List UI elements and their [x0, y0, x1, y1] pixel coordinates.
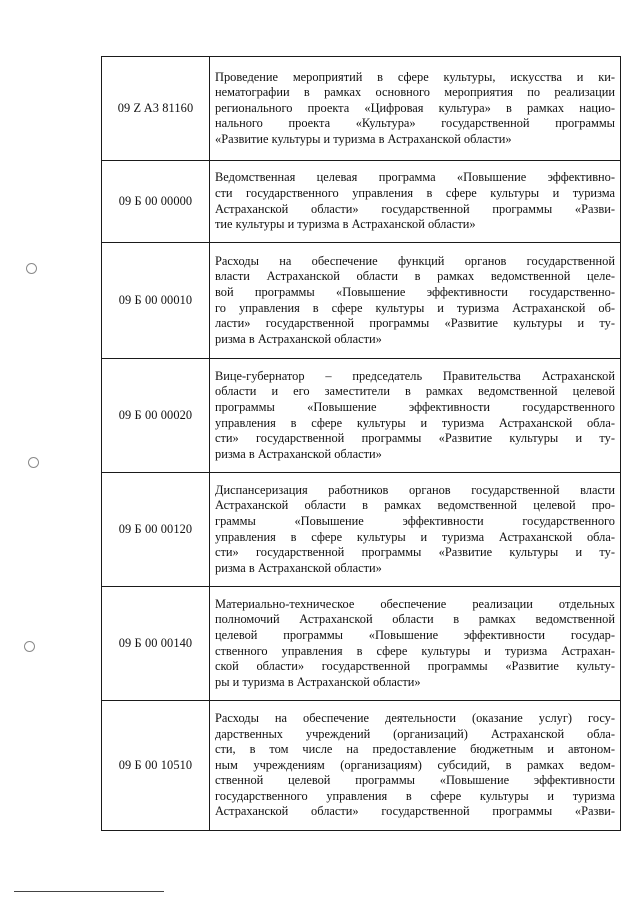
classification-code: 09 Б 00 00140: [102, 587, 210, 701]
description-line: Расходы на обеспечение функций органов государственной: [215, 253, 615, 268]
description-line: Ведомственная целевая программа «Повышение эффективно-: [215, 170, 615, 185]
description-line: ным учреждениям (организациям) субсидий, в рамках ведом-: [215, 757, 615, 772]
table-row: [102, 57, 621, 161]
table-row: [102, 587, 621, 701]
footnote-separator-line: [14, 891, 164, 892]
table-row: [102, 161, 621, 243]
classification-description: [210, 57, 621, 161]
description-line: полномочий Астраханской области в рамках ведомственной: [215, 612, 615, 627]
classification-code: 09 Z A3 81160: [102, 57, 210, 161]
description-line: тие культуры и туризма в Астраханской области»: [215, 217, 476, 232]
classification-description: [210, 473, 621, 587]
classification-code: 09 Б 00 00020: [102, 359, 210, 473]
description-line: целевой программы «Повышение эффективности государ-: [215, 627, 615, 642]
table-row: [102, 359, 621, 473]
classification-code: 09 Б 00 10510: [102, 701, 210, 831]
description-line: сти» государственной программы «Развитие культуры и ту-: [215, 545, 615, 560]
classification-description: [210, 701, 621, 831]
classification-description: [210, 243, 621, 359]
description-line: области и его заместители в рамках ведомственной целевой: [215, 384, 615, 399]
table-row: [102, 701, 621, 831]
description-line: ризма в Астраханской области»: [215, 560, 382, 575]
description-line: ласти» государственной программы «Развитие культуры и ту-: [215, 316, 615, 331]
classification-description: [210, 359, 621, 473]
description-line: управления в сфере культуры и туризма Астраханской обла-: [215, 529, 615, 544]
classification-code: 09 Б 00 00120: [102, 473, 210, 587]
description-line: Диспансеризация работников органов государственной власти: [215, 482, 615, 497]
description-line: ственной целевой программы «Повышение эффективности: [215, 773, 615, 788]
description-line: регионального проекта «Цифровая культура» в рамках нацио-: [215, 100, 615, 115]
table-row: [102, 243, 621, 359]
description-line: ризма в Астраханской области»: [215, 446, 382, 461]
description-line: ской области» государственной программы «Развитие культу-: [215, 659, 615, 674]
description-line: «Развитие культуры и туризма в Астраханской области»: [215, 131, 512, 146]
description-line: го управления в сфере культуры и туризма Астраханской об-: [215, 300, 615, 315]
description-line: Астраханской области» государственной программы «Разви-: [215, 804, 615, 819]
description-line: управления в сфере культуры и туризма Астраханской обла-: [215, 415, 615, 430]
description-line: вой программы «Повышение эффективности государственно-: [215, 284, 615, 299]
description-line: Астраханской области в рамках ведомственной целевой про-: [215, 498, 615, 513]
description-line: ризма в Астраханской области»: [215, 331, 382, 346]
table-row: [102, 473, 621, 587]
description-line: нематографии в рамках основного мероприятия по реализации: [215, 85, 615, 100]
description-line: Расходы на обеспечение деятельности (оказание услуг) госу-: [215, 710, 615, 725]
description-line: ственного управления в сфере культуры и туризма Астрахан-: [215, 643, 615, 658]
classification-description: [210, 161, 621, 243]
classification-code: 09 Б 00 00000: [102, 161, 210, 243]
description-line: граммы «Повышение эффективности государственного: [215, 513, 615, 528]
description-line: сти государственного управления в сфере культуры и туризма: [215, 185, 615, 200]
description-line: сти, в том числе на предоставление бюджетным и автоном-: [215, 742, 615, 757]
description-line: Материально-техническое обеспечение реализации отдельных: [215, 596, 615, 611]
budget-classification-table: [101, 56, 621, 831]
punch-hole-mark: [26, 263, 37, 274]
description-line: государственного управления в сфере культуры и туризма: [215, 788, 615, 803]
description-line: программы «Повышение эффективности государственного: [215, 399, 615, 414]
description-line: сти» государственной программы «Развитие культуры и ту-: [215, 431, 615, 446]
description-line: ры и туризма в Астраханской области»: [215, 674, 421, 689]
description-line: Проведение мероприятий в сфере культуры, искусства и ки-: [215, 69, 615, 84]
description-line: власти Астраханской области в рамках ведомственной целе-: [215, 269, 615, 284]
description-line: нального проекта «Культура» государственной программы: [215, 116, 615, 131]
punch-hole-mark: [28, 457, 39, 468]
description-line: дарственных учреждений (организаций) Астраханской обла-: [215, 726, 615, 741]
description-line: Вице-губернатор – председатель Правительства Астраханской: [215, 368, 615, 383]
description-line: Астраханской области» государственной программы «Разви-: [215, 201, 615, 216]
punch-hole-mark: [24, 641, 35, 652]
classification-code: 09 Б 00 00010: [102, 243, 210, 359]
classification-description: [210, 587, 621, 701]
